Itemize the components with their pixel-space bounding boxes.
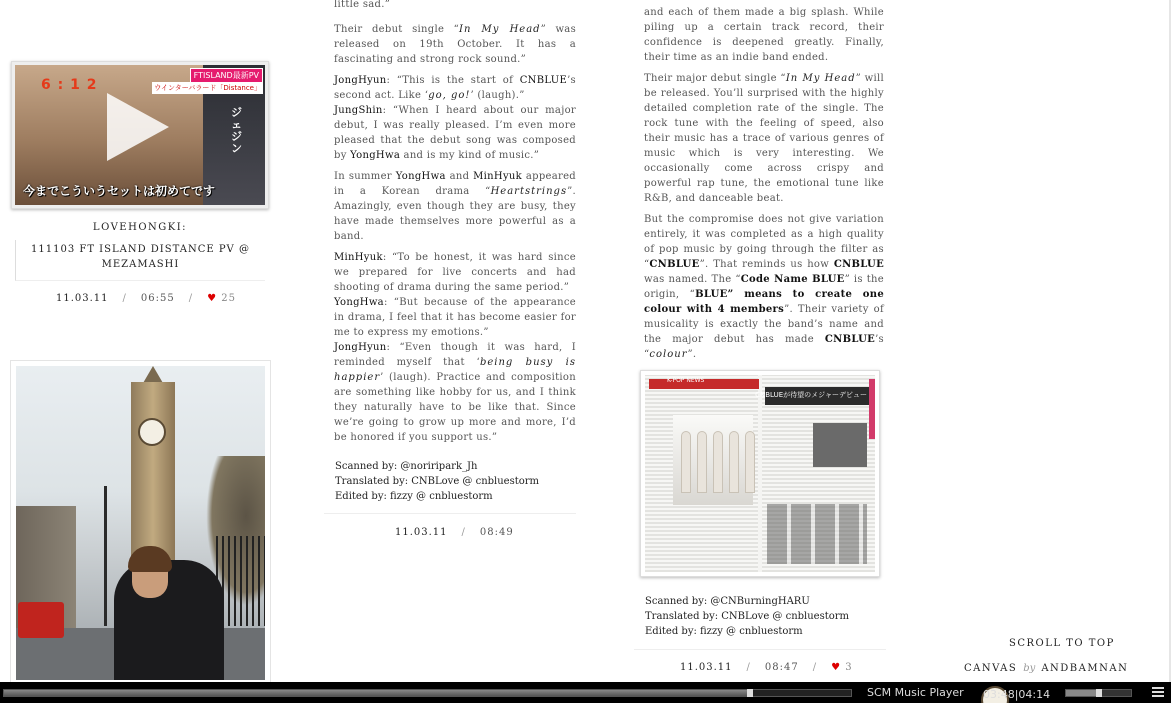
emphasis: go, go!	[428, 90, 471, 101]
meta-separator: /	[188, 293, 194, 304]
paragraph	[334, 169, 576, 244]
notes-count[interactable]: 25	[221, 293, 236, 304]
band-name: CNBLUE	[649, 259, 700, 270]
theme-name-link[interactable]: CANVAS	[964, 663, 1018, 674]
band-name: CNBLUE	[833, 259, 884, 270]
magazine-scan[interactable]	[640, 370, 880, 577]
text: But the compromise does not give variation entirely, it was completed as a high quality of pop music by going through the filter as “	[644, 214, 884, 270]
emphasis: BLUE” means to create one colour with 4 members	[644, 289, 884, 315]
song-title: In My Head	[785, 73, 856, 84]
london-photo	[16, 366, 265, 680]
speaker: MinHyuk	[334, 252, 383, 263]
playlist-menu-icon[interactable]	[1152, 687, 1164, 699]
clock-face	[138, 418, 166, 446]
player-time: 03:48|04:14	[981, 686, 1009, 703]
video-subtitle: 今までこういうセットは初めてです	[23, 184, 216, 198]
text: : “But because of the appearance in drama, I feel that it has become easier for me to express my emotions.”	[334, 297, 576, 338]
magazine-label: K-POP NEWS	[667, 377, 705, 384]
band-name: CNBLUE	[824, 334, 876, 345]
red-bus	[18, 602, 64, 638]
text: ”. Their variety of musicality is exactly the band’s name and the major debut has made	[644, 304, 885, 345]
paragraph: and each of them made a big splash. While piling up a certain track record, their confidence is deepened greatly. Finally, their time as an indie band ended.	[644, 7, 884, 63]
article-body	[644, 5, 884, 368]
text: ” will be released. You’ll surprised with the highly detailed completion rate of the single. The rock tune with the feeling of speed, also their music has a trace of various genres of music which is very interesting. We occasionally come across crispy and powerful rap tune, the emotional tune like R&B, and danceable beat.	[644, 73, 884, 204]
magazine-headline: CNBLUEが待望のメジャーデビュー	[755, 391, 867, 399]
post-date[interactable]: 11.03.11	[395, 527, 448, 538]
text: ’ (laugh). Practice and composition are something like hobby for us, and I think they naturally have to be like that. Since we’re going to grow up more and more, I’d be honored if you support us.”	[334, 372, 576, 443]
text: and is my kind of music.”	[400, 150, 540, 161]
video-time-overlay: 6 : 1 2	[41, 77, 98, 93]
speaker: YongHwa	[334, 297, 384, 308]
emphasis: colour	[649, 349, 688, 360]
figure	[729, 431, 739, 493]
drama-title: Heartstrings	[490, 186, 568, 197]
band-photo	[813, 423, 867, 467]
text: In summer	[334, 171, 396, 182]
volume-handle[interactable]	[1096, 689, 1102, 697]
player-name[interactable]: SCM Music Player	[867, 686, 964, 699]
figure	[745, 431, 755, 493]
post-time: 08:47	[764, 662, 799, 673]
divider	[634, 649, 886, 650]
figure	[681, 431, 691, 493]
text: : “When I heard about our major debut, I was really pleased. I’m even more pleased that the debut song was composed by	[334, 105, 576, 161]
text: appeared in a Korean drama “	[334, 171, 577, 197]
video-badge-sub: ウインターバラード「Distance」	[154, 84, 261, 92]
paragraph	[334, 22, 576, 67]
speaker: JungShin	[334, 105, 383, 116]
member-name: YongHwa	[350, 150, 401, 161]
text: ” was released on 19th October. It has a fascinating and strong rock sound.”	[334, 24, 577, 65]
video-badge: FTISLAND最新PV	[190, 68, 263, 83]
theme-author-link[interactable]: ANDBAMNAN	[1041, 663, 1129, 674]
text: ” is the origin, “	[644, 274, 885, 300]
volume-slider[interactable]	[1065, 689, 1132, 697]
emphasis: being busy is happier	[334, 357, 576, 383]
heart-icon[interactable]: ♥	[831, 662, 842, 673]
post-meta	[56, 293, 236, 304]
scanned-by: Scanned by: @CNBurningHARU	[645, 596, 810, 607]
seek-bar[interactable]	[3, 689, 852, 697]
text: ’s “	[644, 334, 884, 360]
member-name: YongHwa	[395, 171, 446, 182]
video-thumbnail[interactable]	[11, 61, 269, 209]
speaker: JongHyun	[334, 342, 387, 353]
person-body	[114, 560, 224, 680]
post-title[interactable]: 111103 FT ISLAND DISTANCE PV @ MEZAMASHI	[31, 244, 250, 270]
text: ’s second act. Like ‘	[334, 75, 576, 101]
post-time: 08:49	[479, 527, 514, 538]
photo-post[interactable]	[10, 360, 271, 686]
text: : “This is the start of	[386, 75, 520, 86]
text: ’ (laugh).”	[470, 90, 525, 101]
volume-level	[1066, 690, 1099, 696]
scroll-to-top-link[interactable]: SCROLL TO TOP	[1009, 638, 1115, 649]
paragraph	[644, 212, 884, 362]
magazine-page	[645, 375, 875, 572]
post-date[interactable]: 11.03.11	[56, 293, 109, 304]
text-fragment: little sad.”	[334, 0, 391, 10]
play-icon[interactable]	[107, 93, 169, 161]
post-date[interactable]: 11.03.11	[680, 662, 733, 673]
text: ”.	[687, 349, 697, 360]
post-meta	[680, 662, 853, 673]
scanned-by: Scanned by: @noriripark_Jh	[335, 461, 478, 472]
code-name: Code Name BLUE	[740, 274, 845, 285]
translated-by: Translated by: CNBLove @ cnbluestorm	[335, 476, 540, 487]
post-author[interactable]: LOVEHONGKI:	[92, 222, 188, 233]
street-lamp	[104, 486, 107, 626]
edited-by: Edited by: fizzy @ cnbluestorm	[335, 491, 493, 502]
music-player-bar	[0, 682, 1171, 703]
credits	[335, 459, 577, 504]
credit-by: by	[1023, 663, 1036, 674]
divider	[324, 513, 576, 514]
text: : “To be honest, it was hard since we prepared for live concerts and had shooting of drama during the same period.”	[334, 252, 576, 293]
page-tab	[869, 379, 875, 439]
video-side-name: ジェジン	[231, 106, 242, 155]
text: and	[445, 171, 474, 182]
meta-separator: /	[812, 662, 818, 673]
paragraph	[644, 71, 884, 206]
quote	[334, 295, 576, 340]
text: ”. That reminds us how	[699, 259, 834, 270]
text: was named. The “	[644, 274, 741, 285]
edited-by: Edited by: fizzy @ cnbluestorm	[645, 626, 803, 637]
text: Their debut single “	[334, 24, 460, 35]
translated-by: Translated by: CNBLove @ cnbluestorm	[645, 611, 850, 622]
post-time: 06:55	[140, 293, 175, 304]
theme-credit	[964, 663, 1128, 674]
post-title-block	[15, 240, 265, 281]
article-body	[334, 22, 576, 451]
song-title: In My Head	[459, 24, 541, 35]
figure	[713, 431, 723, 493]
quote	[334, 250, 576, 295]
heart-icon[interactable]: ♥	[207, 293, 218, 304]
text: ”. Amazingly, even though they are busy, they have made themselves more powerful as a band.	[334, 186, 576, 242]
post-meta	[395, 527, 514, 538]
member-name: MinHyuk	[473, 171, 522, 182]
thumbnail-grid	[767, 504, 867, 564]
video-still	[15, 65, 265, 205]
notes-count[interactable]: 3	[845, 662, 853, 673]
meta-separator: /	[461, 527, 466, 538]
seek-handle[interactable]	[747, 689, 753, 697]
text: Their major debut single “	[644, 73, 786, 84]
band-name: CNBLUE	[519, 75, 568, 86]
figure	[697, 431, 707, 493]
meta-separator: /	[746, 662, 751, 673]
quote	[334, 340, 576, 445]
meta-separator: /	[122, 293, 127, 304]
credits	[645, 594, 887, 639]
text: : “Even though it was hard, I reminded myself that ‘	[334, 342, 576, 368]
quote	[334, 103, 576, 163]
speaker: JongHyun	[334, 75, 387, 86]
seek-progress	[4, 690, 750, 696]
quote	[334, 73, 576, 103]
